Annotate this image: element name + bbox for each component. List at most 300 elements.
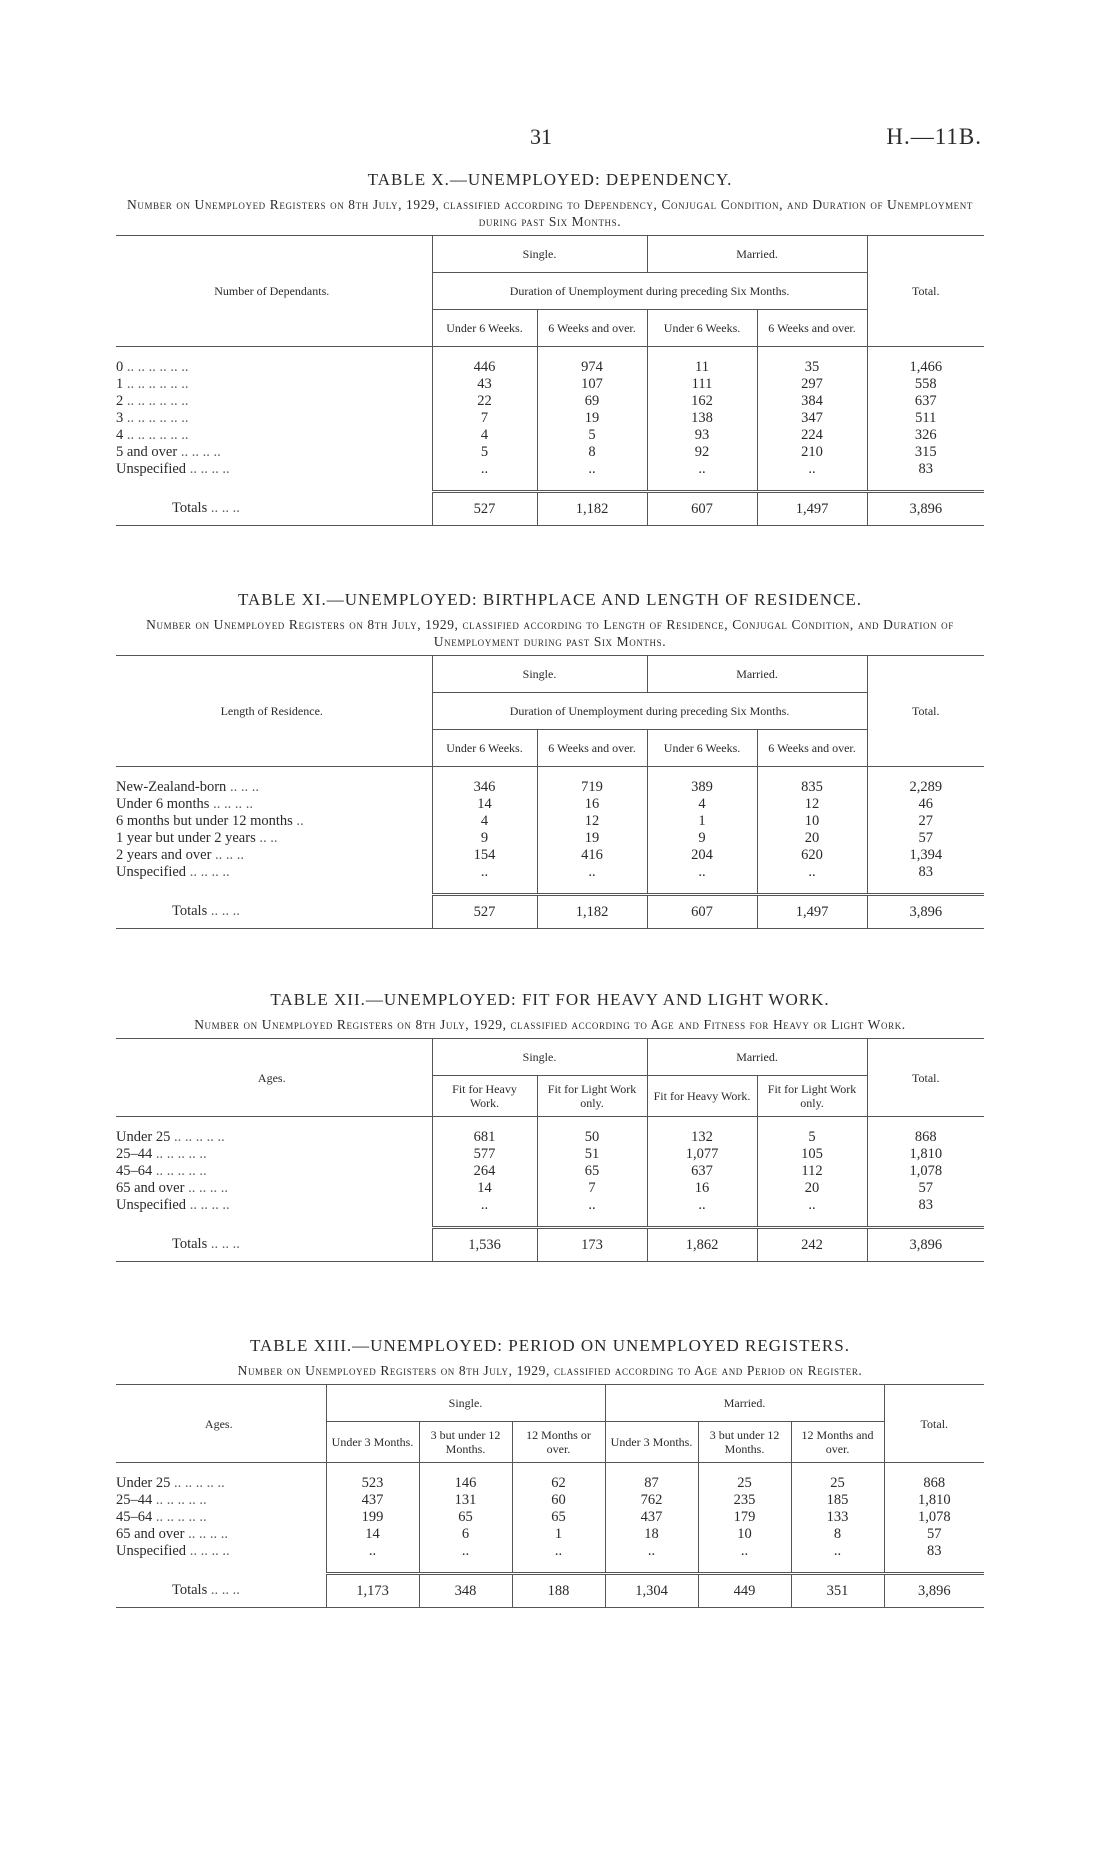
table-subtitle: Number on Unemployed Registers on 8th July, 1929, classified according to Age and Period on Register. — [237, 1363, 863, 1378]
table-subtitle: Number on Unemployed Registers on 8th July, 1929, classified according to Length of Residence, Conjugal Condition, and Duration of Unemployment during past Six Months. — [146, 617, 954, 649]
table-cell: 1,077 — [647, 1146, 757, 1163]
spacer-cell — [867, 478, 984, 492]
table-cell: 10 — [757, 813, 867, 830]
table-cell: 558 — [867, 376, 984, 393]
leader-dots: .. .. .. .. .. .. — [123, 376, 189, 392]
row-label — [116, 847, 432, 864]
table-cell: 1,078 — [884, 1509, 984, 1526]
leader-dots: .. .. .. .. — [184, 1526, 228, 1542]
row-label-text: 0 — [116, 359, 124, 375]
spacer-cell — [647, 1214, 757, 1228]
spacer-cell — [867, 1117, 984, 1130]
spacer-cell — [116, 478, 432, 492]
row-label-text: New-Zealand-born — [116, 779, 227, 795]
table-cell: 12 — [757, 796, 867, 813]
row-label-text: Under 25 — [116, 1475, 171, 1491]
row-label — [116, 779, 432, 796]
totals-cell: 1,173 — [326, 1574, 419, 1608]
table-cell: 347 — [757, 410, 867, 427]
table-cell: 12 — [537, 813, 647, 830]
table-cell: 19 — [537, 830, 647, 847]
leader-dots: .. .. .. — [207, 499, 240, 516]
table-row — [116, 1197, 984, 1214]
row-label-text: 1 — [116, 376, 124, 392]
spacer-row — [116, 881, 984, 895]
totals-cell: 1,182 — [537, 492, 647, 526]
table-row — [116, 427, 984, 444]
single-header: Single. — [432, 1039, 647, 1076]
row-label-text: 6 months but under 12 months — [116, 813, 293, 829]
totals-cell: 3,896 — [867, 1228, 984, 1262]
spacer-cell — [867, 347, 984, 360]
table-row — [116, 444, 984, 461]
totals-cell: 3,896 — [884, 1574, 984, 1608]
totals-row — [116, 895, 984, 929]
table-cell: 83 — [867, 1197, 984, 1214]
table-cell: 416 — [537, 847, 647, 864]
totals-cell: 1,182 — [537, 895, 647, 929]
spacer-cell — [116, 1214, 432, 1228]
totals-label-text: Totals — [172, 499, 208, 516]
spacer-cell — [432, 767, 537, 780]
spacer-cell — [537, 1117, 647, 1130]
table-cell: 69 — [537, 393, 647, 410]
row-label — [116, 1146, 432, 1163]
table-cell: 65 — [419, 1509, 512, 1526]
table-cell: 133 — [791, 1509, 884, 1526]
spacer-cell — [884, 1560, 984, 1574]
table-cell: 868 — [884, 1475, 984, 1492]
table-cell: 1,078 — [867, 1163, 984, 1180]
spacer-cell — [326, 1560, 419, 1574]
row-label — [116, 864, 432, 881]
table-cell: 1,466 — [867, 359, 984, 376]
duration-header: Duration of Unemployment during preceding Six Months. — [432, 273, 867, 310]
table-cell: 27 — [867, 813, 984, 830]
totals-label-text: Totals — [172, 1581, 208, 1598]
spacer-cell — [419, 1463, 512, 1476]
row-label-text: 3 — [116, 410, 124, 426]
row-label-text: Unspecified — [116, 461, 187, 477]
table-row — [116, 1492, 984, 1509]
table-cell: 719 — [537, 779, 647, 796]
table-cell: .. — [537, 864, 647, 881]
table-title: TABLE XI.—UNEMPLOYED: BIRTHPLACE AND LENGTH OF RESIDENCE. — [237, 590, 863, 609]
table-cell: 10 — [698, 1526, 791, 1543]
page-id: H.—11B. — [886, 124, 982, 149]
table-cell: 1,810 — [867, 1146, 984, 1163]
table-title: TABLE X.—UNEMPLOYED: DEPENDENCY. — [367, 170, 733, 189]
leader-dots: .. .. .. — [211, 847, 245, 863]
column-header: Fit for Heavy Work. — [432, 1076, 537, 1117]
row-label-text: Unspecified — [116, 864, 187, 880]
leader-dots: .. .. .. .. — [209, 796, 253, 812]
table-cell: 93 — [647, 427, 757, 444]
table-cell: 224 — [757, 427, 867, 444]
married-header: Married. — [647, 236, 867, 273]
column-header: 6 Weeks and over. — [757, 310, 867, 347]
totals-label-text: Totals — [172, 1235, 208, 1252]
table-cell: 315 — [867, 444, 984, 461]
spacer-cell — [647, 767, 757, 780]
spacer-cell — [791, 1560, 884, 1574]
spacer-cell — [605, 1560, 698, 1574]
row-label — [116, 444, 432, 461]
table-subtitle: Number on Unemployed Registers on 8th July, 1929, classified according to Age and Fitness for Heavy or Light Work. — [194, 1017, 906, 1032]
totals-cell: 3,896 — [867, 492, 984, 526]
table-cell: 199 — [326, 1509, 419, 1526]
table-cell: 107 — [537, 376, 647, 393]
spacer-cell — [432, 347, 537, 360]
leader-dots: .. .. .. .. .. — [170, 1129, 225, 1145]
table-cell: 112 — [757, 1163, 867, 1180]
totals-cell: 1,497 — [757, 895, 867, 929]
spacer-row — [116, 347, 984, 360]
table-cell: 162 — [647, 393, 757, 410]
table-cell: 83 — [884, 1543, 984, 1560]
spacer-cell — [647, 478, 757, 492]
total-header: Total. — [867, 656, 984, 767]
table-cell: 154 — [432, 847, 537, 864]
table-cell: .. — [757, 461, 867, 478]
table-cell: 51 — [537, 1146, 647, 1163]
table-cell: 346 — [432, 779, 537, 796]
row-label — [116, 359, 432, 376]
spacer-row — [116, 767, 984, 780]
leader-dots: .. .. .. .. — [177, 444, 221, 460]
table-cell: 19 — [537, 410, 647, 427]
spacer-cell — [116, 1117, 432, 1130]
totals-row — [116, 492, 984, 526]
totals-cell: 3,896 — [867, 895, 984, 929]
totals-label-text: Totals — [172, 902, 208, 919]
row-label-text: 45–64 — [116, 1163, 153, 1179]
table-cell: .. — [432, 864, 537, 881]
table-cell: 105 — [757, 1146, 867, 1163]
leader-dots: .. .. — [255, 830, 278, 846]
table-cell: 9 — [432, 830, 537, 847]
row-label — [116, 427, 432, 444]
row-header: Ages. — [116, 1039, 432, 1117]
table-cell: 577 — [432, 1146, 537, 1163]
totals-cell: 188 — [512, 1574, 605, 1608]
table-cell: 65 — [512, 1509, 605, 1526]
table-cell: 7 — [432, 410, 537, 427]
spacer-cell — [432, 881, 537, 895]
leader-dots: .. .. .. — [207, 1581, 240, 1598]
column-header: 12 Months and over. — [791, 1422, 884, 1463]
table-row — [116, 1129, 984, 1146]
leader-dots: .. .. .. — [207, 1235, 240, 1252]
table-cell: 1,394 — [867, 847, 984, 864]
totals-cell: 527 — [432, 895, 537, 929]
table-10-section — [116, 170, 984, 526]
row-label — [116, 1475, 326, 1492]
row-label-text: Unspecified — [116, 1543, 187, 1559]
table-cell: 384 — [757, 393, 867, 410]
spacer-cell — [757, 1214, 867, 1228]
row-label — [116, 1543, 326, 1560]
table-cell: 437 — [326, 1492, 419, 1509]
table-cell: 8 — [537, 444, 647, 461]
table-cell: .. — [757, 1197, 867, 1214]
table-cell: 57 — [884, 1526, 984, 1543]
spacer-cell — [116, 767, 432, 780]
spacer-cell — [757, 1117, 867, 1130]
totals-cell: 1,304 — [605, 1574, 698, 1608]
row-label — [116, 796, 432, 813]
column-header: Under 3 Months. — [605, 1422, 698, 1463]
table-cell: 762 — [605, 1492, 698, 1509]
spacer-row — [116, 1214, 984, 1228]
column-header: Under 6 Weeks. — [432, 310, 537, 347]
row-label — [116, 1509, 326, 1526]
total-header: Total. — [884, 1385, 984, 1463]
table-cell: 57 — [867, 1180, 984, 1197]
leader-dots: .. .. .. .. .. — [152, 1509, 207, 1525]
spacer-cell — [647, 347, 757, 360]
table-cell: 83 — [867, 461, 984, 478]
single-header: Single. — [432, 656, 647, 693]
table-cell: .. — [326, 1543, 419, 1560]
table-cell: 1 — [512, 1526, 605, 1543]
spacer-cell — [647, 1117, 757, 1130]
table-cell: 5 — [757, 1129, 867, 1146]
row-label — [116, 813, 432, 830]
column-header: 3 but under 12 Months. — [698, 1422, 791, 1463]
table-cell: 92 — [647, 444, 757, 461]
spacer-cell — [867, 881, 984, 895]
column-header: Fit for Light Work only. — [537, 1076, 647, 1117]
table-cell: 11 — [647, 359, 757, 376]
table-cell: 204 — [647, 847, 757, 864]
spacer-cell — [757, 478, 867, 492]
table-cell: 446 — [432, 359, 537, 376]
row-label — [116, 1197, 432, 1214]
table-cell: 7 — [537, 1180, 647, 1197]
table-cell: 20 — [757, 1180, 867, 1197]
row-header: Ages. — [116, 1385, 326, 1463]
table-cell: 50 — [537, 1129, 647, 1146]
table-row — [116, 1543, 984, 1560]
table-cell: 60 — [512, 1492, 605, 1509]
table-12-section — [116, 990, 984, 1262]
totals-label — [116, 492, 432, 526]
row-label-text: 65 and over — [116, 1526, 185, 1542]
table-cell: 637 — [647, 1163, 757, 1180]
table-cell: 16 — [647, 1180, 757, 1197]
spacer-cell — [419, 1560, 512, 1574]
table-cell: 22 — [432, 393, 537, 410]
totals-cell: 1,497 — [757, 492, 867, 526]
totals-cell: 527 — [432, 492, 537, 526]
column-header: 6 Weeks and over. — [757, 730, 867, 767]
table-cell: 46 — [867, 796, 984, 813]
leader-dots: .. .. .. — [207, 902, 240, 919]
totals-cell: 351 — [791, 1574, 884, 1608]
table-cell: 83 — [867, 864, 984, 881]
table-cell: 2,289 — [867, 779, 984, 796]
row-label — [116, 830, 432, 847]
table-row — [116, 1163, 984, 1180]
row-label-text: 2 years and over — [116, 847, 212, 863]
table-cell: 14 — [432, 796, 537, 813]
row-label-text: 25–44 — [116, 1146, 153, 1162]
spacer-cell — [537, 478, 647, 492]
table-cell: 297 — [757, 376, 867, 393]
table-cell: 111 — [647, 376, 757, 393]
table-cell: 974 — [537, 359, 647, 376]
row-label-text: 45–64 — [116, 1509, 153, 1525]
totals-cell: 607 — [647, 895, 757, 929]
leader-dots: .. .. .. .. .. .. — [123, 427, 189, 443]
table-cell: 179 — [698, 1509, 791, 1526]
totals-label — [116, 1574, 326, 1608]
table-subtitle: Number on Unemployed Registers on 8th July, 1929, classified according to Dependency, Conjugal Condition, and Duration of Unemployment during past Six Months. — [127, 197, 973, 229]
table-cell: 20 — [757, 830, 867, 847]
table-cell: 235 — [698, 1492, 791, 1509]
spacer-cell — [537, 767, 647, 780]
leader-dots: .. .. .. .. — [184, 1180, 228, 1196]
table-cell: 146 — [419, 1475, 512, 1492]
column-header: Under 6 Weeks. — [432, 730, 537, 767]
row-header: Number of Dependants. — [116, 236, 432, 347]
row-label — [116, 393, 432, 410]
table-cell: 437 — [605, 1509, 698, 1526]
spacer-cell — [116, 1560, 326, 1574]
table-cell: 8 — [791, 1526, 884, 1543]
table-row — [116, 796, 984, 813]
table-cell: 1,810 — [884, 1492, 984, 1509]
table-cell: 138 — [647, 410, 757, 427]
column-header: Under 3 Months. — [326, 1422, 419, 1463]
spacer-cell — [698, 1560, 791, 1574]
table-row — [116, 1146, 984, 1163]
row-label-text: 25–44 — [116, 1492, 153, 1508]
table-row — [116, 1180, 984, 1197]
spacer-row — [116, 1117, 984, 1130]
table-11-section — [116, 590, 984, 929]
table-row — [116, 779, 984, 796]
spacer-cell — [698, 1463, 791, 1476]
spacer-row — [116, 1463, 984, 1476]
table-cell: 9 — [647, 830, 757, 847]
table-cell: 57 — [867, 830, 984, 847]
table-cell: .. — [647, 1197, 757, 1214]
married-header: Married. — [647, 656, 867, 693]
table-cell: .. — [647, 461, 757, 478]
row-label — [116, 1526, 326, 1543]
table-row — [116, 376, 984, 393]
table-cell: 43 — [432, 376, 537, 393]
table-cell: 868 — [867, 1129, 984, 1146]
table-cell: 326 — [867, 427, 984, 444]
married-header: Married. — [605, 1385, 884, 1422]
table-cell: 5 — [537, 427, 647, 444]
spacer-cell — [867, 1214, 984, 1228]
row-label — [116, 1492, 326, 1509]
column-header: 6 Weeks and over. — [537, 310, 647, 347]
table-cell: 131 — [419, 1492, 512, 1509]
row-header: Length of Residence. — [116, 656, 432, 767]
totals-row — [116, 1574, 984, 1608]
totals-cell: 1,862 — [647, 1228, 757, 1262]
table-row — [116, 864, 984, 881]
table-cell: 681 — [432, 1129, 537, 1146]
table-cell: 62 — [512, 1475, 605, 1492]
row-label-text: Unspecified — [116, 1197, 187, 1213]
spacer-cell — [512, 1463, 605, 1476]
leader-dots: .. .. .. .. — [186, 864, 230, 880]
table-cell: .. — [537, 461, 647, 478]
totals-row — [116, 1228, 984, 1262]
leader-dots: .. .. .. .. .. — [170, 1475, 225, 1491]
spacer-row — [116, 478, 984, 492]
table-cell: 14 — [326, 1526, 419, 1543]
table-cell: .. — [537, 1197, 647, 1214]
table-cell: 5 — [432, 444, 537, 461]
table-cell: 6 — [419, 1526, 512, 1543]
leader-dots: .. .. .. .. .. — [152, 1492, 207, 1508]
totals-cell: 1,536 — [432, 1228, 537, 1262]
spacer-cell — [757, 767, 867, 780]
table-cell: .. — [757, 864, 867, 881]
table-cell: 210 — [757, 444, 867, 461]
fitness-table — [116, 1038, 984, 1262]
duration-header: Duration of Unemployment during preceding Six Months. — [432, 693, 867, 730]
table-cell: 87 — [605, 1475, 698, 1492]
spacer-cell — [432, 478, 537, 492]
column-header: 6 Weeks and over. — [537, 730, 647, 767]
spacer-cell — [757, 347, 867, 360]
register-period-table — [116, 1384, 984, 1608]
table-cell: 4 — [647, 796, 757, 813]
leader-dots: .. .. .. .. — [186, 461, 230, 477]
table-cell: 4 — [432, 813, 537, 830]
row-label — [116, 410, 432, 427]
table-cell: 523 — [326, 1475, 419, 1492]
table-cell: .. — [432, 461, 537, 478]
leader-dots: .. .. .. .. .. .. — [123, 410, 189, 426]
row-label — [116, 1129, 432, 1146]
table-cell: 264 — [432, 1163, 537, 1180]
spacer-cell — [116, 881, 432, 895]
table-cell: .. — [605, 1543, 698, 1560]
table-cell: .. — [419, 1543, 512, 1560]
spacer-cell — [432, 1117, 537, 1130]
spacer-cell — [605, 1463, 698, 1476]
spacer-cell — [647, 881, 757, 895]
spacer-cell — [116, 347, 432, 360]
column-header: 12 Months or over. — [512, 1422, 605, 1463]
totals-label — [116, 1228, 432, 1262]
row-label-text: Under 6 months — [116, 796, 210, 812]
row-label-text: Under 25 — [116, 1129, 171, 1145]
totals-label — [116, 895, 432, 929]
table-cell: 65 — [537, 1163, 647, 1180]
table-cell: 25 — [791, 1475, 884, 1492]
leader-dots: .. .. .. .. .. .. — [123, 359, 189, 375]
table-row — [116, 359, 984, 376]
leader-dots: .. .. .. .. — [186, 1197, 230, 1213]
row-label — [116, 376, 432, 393]
table-cell: 4 — [432, 427, 537, 444]
table-cell: 1 — [647, 813, 757, 830]
table-cell: 637 — [867, 393, 984, 410]
table-row — [116, 393, 984, 410]
married-header: Married. — [647, 1039, 867, 1076]
table-cell: 132 — [647, 1129, 757, 1146]
